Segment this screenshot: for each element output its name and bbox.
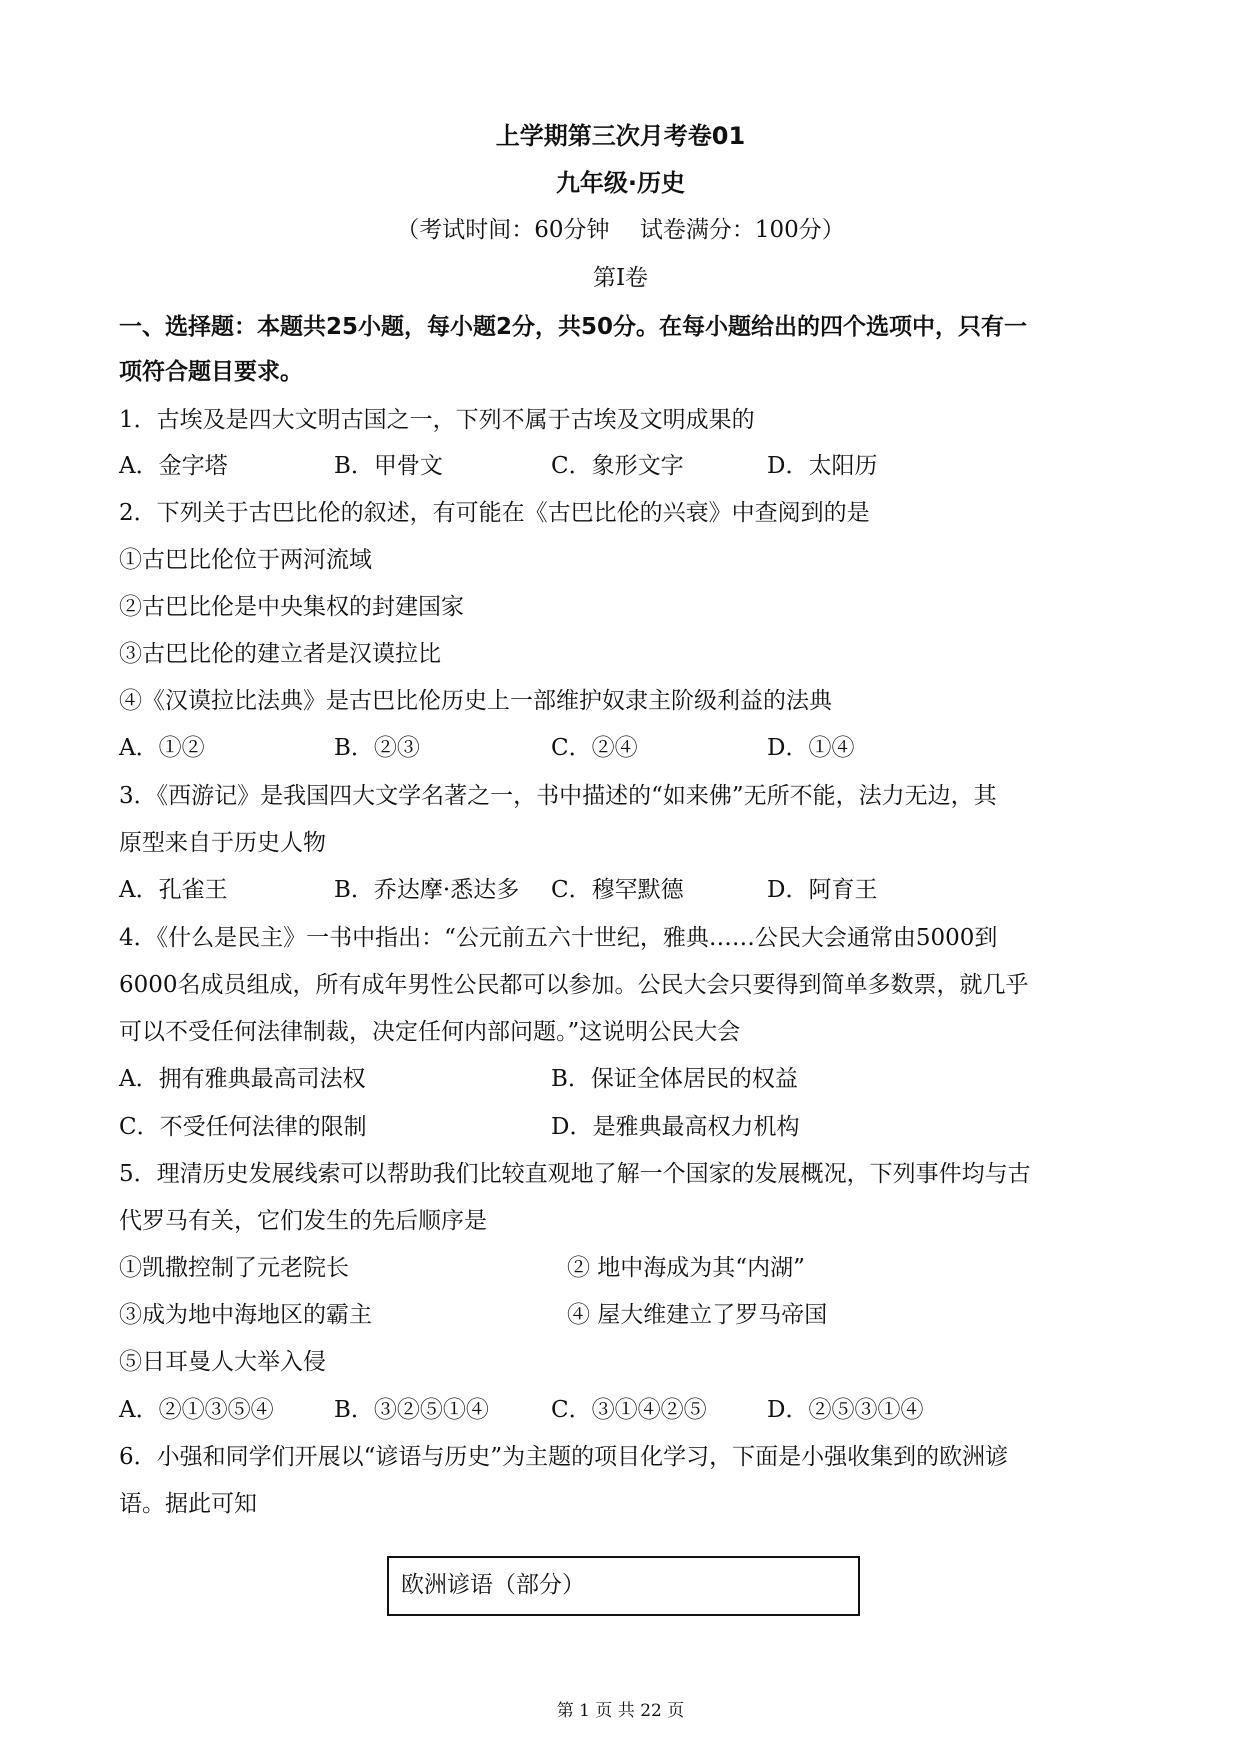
q1-option-c: C．象形文字 <box>551 453 684 479</box>
q2-stem: 2．下列关于古巴比伦的叙述，有可能在《古巴比伦的兴衰》中查阅到的是 <box>119 500 870 526</box>
q2-item-2: ②古巴比伦是中央集权的封建国家 <box>119 594 464 620</box>
q3-option-c: C．穆罕默德 <box>551 877 684 903</box>
q2-option-d: D．①④ <box>767 735 855 761</box>
q4-option-c: C．不受任何法律的限制 <box>119 1114 367 1140</box>
q2-item-1: ①古巴比伦位于两河流域 <box>119 547 372 573</box>
q5-option-b: B．③②⑤①④ <box>334 1397 489 1423</box>
page-footer: 第 1 页 共 22 页 <box>556 1701 685 1721</box>
q2-option-c: C．②④ <box>551 735 638 761</box>
section-heading-line2: 项符合题目要求。 <box>119 359 303 385</box>
q5-item-3: ③成为地中海地区的霸主 <box>119 1302 372 1328</box>
q1-option-d: D．太阳历 <box>767 453 878 479</box>
q5-item-2: ② 地中海成为其“内湖” <box>567 1255 805 1281</box>
q2-option-b: B．②③ <box>334 735 420 761</box>
q5-option-d: D．②⑤③①④ <box>767 1397 924 1423</box>
q5-item-4: ④ 屋大维建立了罗马帝国 <box>567 1302 828 1328</box>
q5-stem-line2: 代罗马有关，它们发生的先后顺序是 <box>119 1208 487 1234</box>
q5-item-5: ⑤日耳曼人大举入侵 <box>119 1349 326 1375</box>
q3-stem-line2: 原型来自于历史人物 <box>119 830 326 856</box>
volume-label: 第Ⅰ卷 <box>592 265 649 291</box>
q5-option-a: A．②①③⑤④ <box>119 1397 274 1423</box>
exam-info: （考试时间：60分钟 试卷满分：100分） <box>396 217 845 243</box>
q5-stem-line1: 5．理清历史发展线索可以帮助我们比较直观地了解一个国家的发展概况，下列事件均与古 <box>119 1161 1031 1187</box>
q4-option-a: A．拥有雅典最高司法权 <box>119 1066 366 1092</box>
q3-option-d: D．阿育王 <box>767 877 878 903</box>
q4-stem-line2: 6000名成员组成，所有成年男性公民都可以参加。公民大会只要得到简单多数票，就几乎 <box>119 972 1029 998</box>
q3-option-a: A．孔雀王 <box>119 877 228 903</box>
q4-stem-line1: 4．《什么是民主》一书中指出：“公元前五六十世纪，雅典……公民大会通常由5000到 <box>119 925 998 951</box>
q4-stem-line3: 可以不受任何法律制裁，决定任何内部问题。”这说明公民大会 <box>119 1019 741 1045</box>
q2-item-4: ④《汉谟拉比法典》是古巴比伦历史上一部维护奴隶主阶级利益的法典 <box>119 688 832 714</box>
q3-option-b: B．乔达摩·悉达多 <box>334 877 520 903</box>
proverb-box <box>387 1556 860 1616</box>
q1-stem: 1．古埃及是四大文明古国之一，下列不属于古埃及文明成果的 <box>119 407 755 433</box>
q1-option-b: B．甲骨文 <box>334 453 443 479</box>
q6-stem-line1: 6．小强和同学们开展以“谚语与历史”为主题的项目化学习，下面是小强收集到的欧洲谚 <box>119 1444 1009 1470</box>
proverb-box-title: 欧洲谚语（部分） <box>401 1572 585 1598</box>
q3-stem-line1: 3．《西游记》是我国四大文学名著之一，书中描述的“如来佛”无所不能，法力无边，其 <box>119 783 997 809</box>
q5-option-c: C．③①④②⑤ <box>551 1397 707 1423</box>
q2-item-3: ③古巴比伦的建立者是汉谟拉比 <box>119 641 441 667</box>
exam-subtitle: 九年级·历史 <box>555 169 686 197</box>
q5-item-1: ①凯撒控制了元老院长 <box>119 1255 349 1281</box>
q6-stem-line2: 语。据此可知 <box>119 1491 257 1517</box>
q4-option-b: B．保证全体居民的权益 <box>551 1066 798 1092</box>
q1-option-a: A．金字塔 <box>119 453 228 479</box>
q4-option-d: D．是雅典最高权力机构 <box>551 1114 800 1140</box>
section-heading-line1: 一、选择题：本题共25小题，每小题2分，共50分。在每小题给出的四个选项中，只有一 <box>119 314 1028 340</box>
exam-title: 上学期第三次月考卷01 <box>495 122 746 150</box>
q2-option-a: A．①② <box>119 735 205 761</box>
